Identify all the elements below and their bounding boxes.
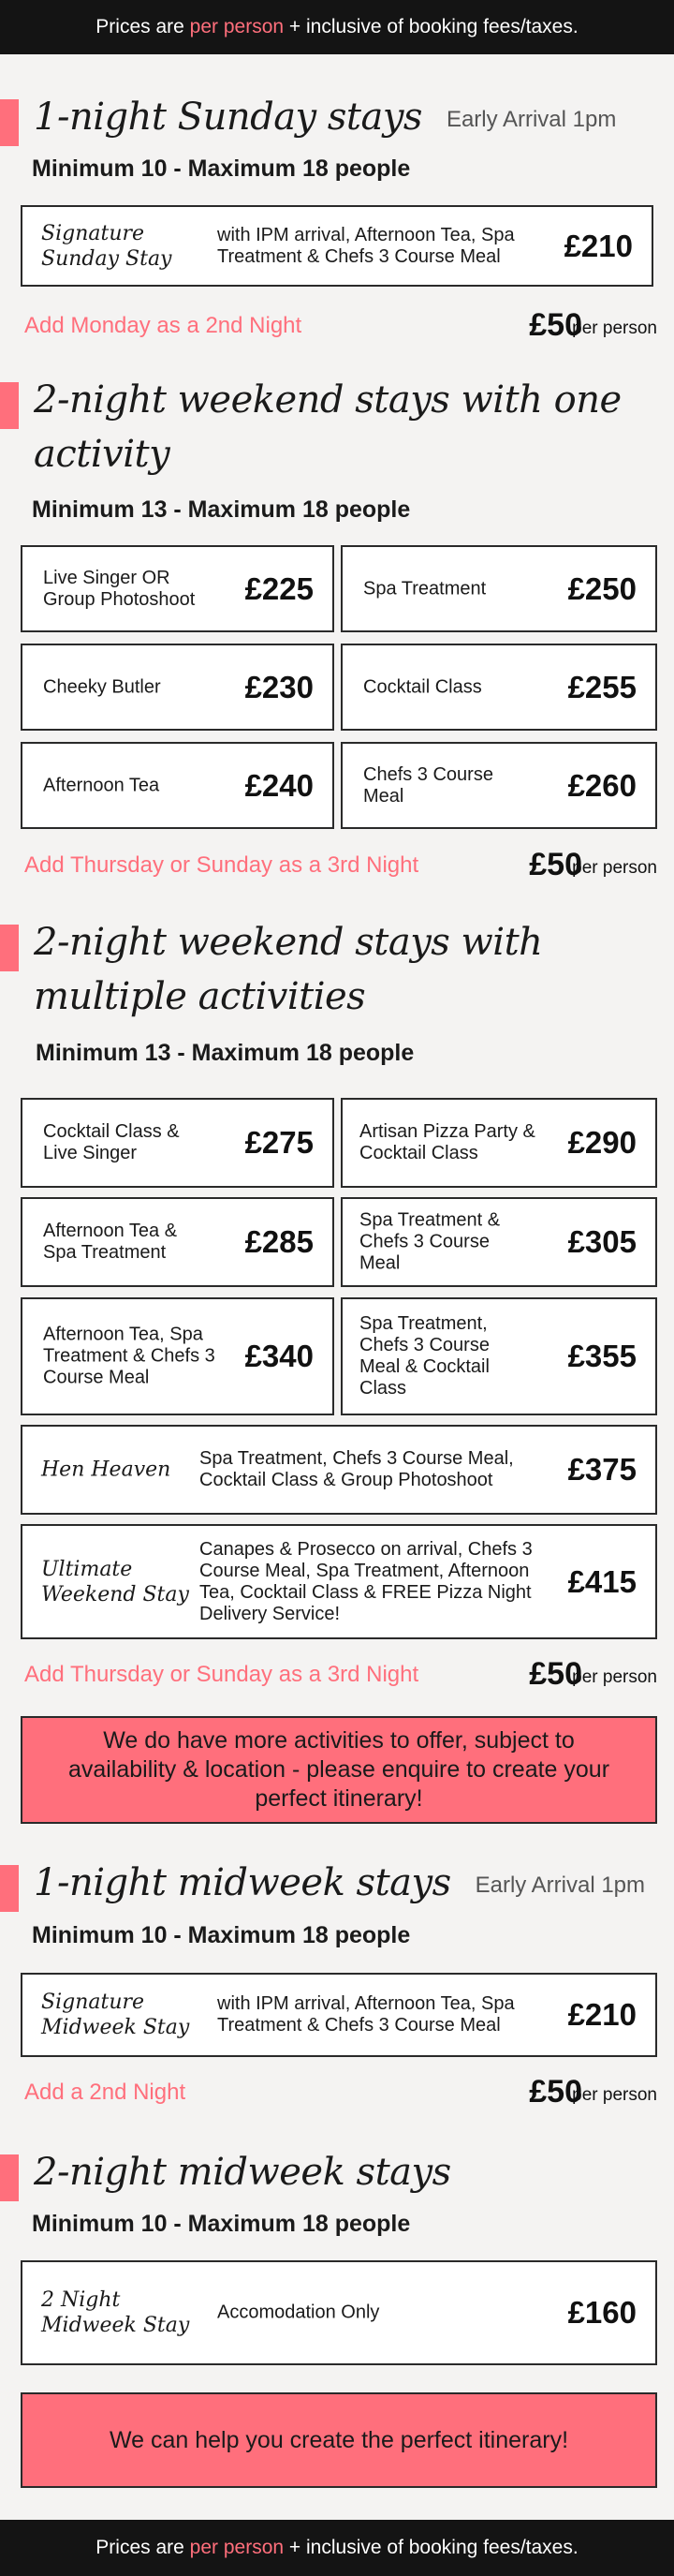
activity-price: £240 <box>244 767 314 803</box>
group-size: Minimum 10 - Maximum 18 people <box>32 1922 411 1948</box>
package-description: with IPM arrival, Afternoon Tea, Spa Treatment & Chefs 3 Course Meal <box>217 1993 515 2036</box>
section-title-text: 2-night weekend stays with one activity <box>34 378 622 476</box>
package-description: with IPM arrival, Afternoon Tea, Spa Treatment & Chefs 3 Course Meal <box>217 224 515 267</box>
section-subtitle: Early Arrival 1pm <box>475 1873 646 1898</box>
activity-card <box>341 545 657 632</box>
activity-name: Afternoon Tea <box>43 775 160 795</box>
activity-name: Artisan Pizza Party & Cocktail Class <box>359 1121 535 1163</box>
addon-per: per person <box>572 318 657 338</box>
activity-name: Afternoon Tea & Spa Treatment <box>43 1221 178 1263</box>
activity-price: £290 <box>567 1125 637 1160</box>
addon-per: per person <box>572 1667 657 1687</box>
addon-text: Add a 2nd Night <box>24 2080 186 2105</box>
activity-name: Cheeky Butler <box>43 676 161 697</box>
activity-card <box>21 644 334 731</box>
activity-price: £305 <box>567 1224 637 1259</box>
section-title-text: 2-night midweek stays <box>34 2151 451 2194</box>
notice-highlight: per person <box>189 16 285 37</box>
section-subtitle: Early Arrival 1pm <box>446 107 617 132</box>
activity-price: £260 <box>567 767 637 803</box>
package-card-signature-sunday <box>21 205 653 287</box>
activity-price: £340 <box>244 1339 314 1373</box>
section-title-weekend-one <box>0 373 637 481</box>
activity-card <box>341 644 657 731</box>
notice-highlight: per person <box>189 2537 285 2558</box>
package-price: £160 <box>567 2295 637 2330</box>
package-description: Spa Treatment, Chefs 3 Course Meal, Cocktail Class & Group Photoshoot <box>199 1448 514 1490</box>
addon-row <box>24 1656 657 1694</box>
package-card-hen-heaven <box>21 1425 657 1515</box>
activity-price: £355 <box>567 1339 637 1373</box>
activity-name: Afternoon Tea, Spa Treatment & Chefs 3 Course Meal <box>43 1324 215 1388</box>
enquire-banner: We do have more activities to offer, subject to availability & location - please enquire to create your perfect itinerary! <box>21 1716 657 1824</box>
activity-price: £255 <box>567 669 637 704</box>
activity-card <box>341 1197 657 1287</box>
activity-price: £275 <box>244 1125 314 1160</box>
section-title-text: 1-night midweek stays <box>34 1861 451 1904</box>
package-price: £210 <box>564 228 633 263</box>
bottom-notice-bar <box>0 2520 674 2576</box>
package-label: Signature Sunday Stay <box>41 221 172 271</box>
package-price: £210 <box>567 1997 637 2032</box>
activity-card <box>341 1098 657 1188</box>
addon-price: £50 <box>529 307 582 343</box>
activity-price: £225 <box>244 570 314 606</box>
activity-card <box>21 1297 334 1415</box>
addon-price: £50 <box>529 1656 582 1692</box>
activity-name: Chefs 3 Course Meal <box>363 763 493 807</box>
top-notice-bar <box>0 0 674 54</box>
section-title-midweek-two <box>0 2145 451 2199</box>
activity-card <box>21 545 334 632</box>
group-size: Minimum 13 - Maximum 18 people <box>32 496 411 523</box>
section-title-weekend-multi <box>0 915 599 1024</box>
notice-prefix: Prices are <box>95 16 184 37</box>
notice-prefix: Prices are <box>95 2537 184 2558</box>
activity-name: Cocktail Class <box>363 676 482 697</box>
package-label: Hen Heaven <box>41 1458 171 1482</box>
package-description: Accomodation Only <box>217 2302 380 2323</box>
section-title-text: 2-night weekend stays with multiple activities <box>34 921 543 1018</box>
activity-name: Spa Treatment <box>363 578 487 599</box>
activity-card <box>21 742 334 829</box>
package-label: 2 Night Midweek Stay <box>41 2288 190 2337</box>
activity-price: £230 <box>244 669 314 704</box>
section-title-sunday <box>0 90 616 147</box>
addon-text: Add Thursday or Sunday as a 3rd Night <box>24 1662 419 1687</box>
activity-card <box>341 742 657 829</box>
activity-name: Cocktail Class & Live Singer <box>43 1121 180 1163</box>
activity-card <box>21 1197 334 1287</box>
itinerary-banner: We can help you create the perfect itinerary! <box>21 2392 657 2488</box>
package-card-midweek-stay <box>21 2260 657 2365</box>
group-size: Minimum 10 - Maximum 18 people <box>32 155 411 182</box>
package-price: £375 <box>567 1452 637 1487</box>
activity-price: £250 <box>567 570 637 606</box>
package-description: Canapes & Prosecco on arrival, Chefs 3 Course Meal, Spa Treatment, Afternoon Tea, Cocktail Class & FREE Pizza Night Delivery Service! <box>199 1538 533 1624</box>
activity-card <box>21 1098 334 1188</box>
addon-row <box>24 307 657 345</box>
activity-name: Spa Treatment & Chefs 3 Course Meal <box>359 1209 501 1274</box>
activity-name: Spa Treatment, Chefs 3 Course Meal & Cocktail Class <box>359 1313 490 1399</box>
addon-price: £50 <box>529 2074 582 2110</box>
addon-row <box>24 2074 657 2111</box>
package-card-signature-midweek <box>21 1973 657 2057</box>
package-price: £415 <box>567 1563 637 1599</box>
activity-card <box>341 1297 657 1415</box>
package-card-ultimate-weekend <box>21 1524 657 1639</box>
notice-suffix: + inclusive of booking fees/taxes. <box>288 2537 579 2558</box>
addon-text: Add Thursday or Sunday as a 3rd Night <box>24 852 419 878</box>
activity-name: Live Singer OR Group Photoshoot <box>43 567 196 610</box>
addon-row <box>24 847 657 884</box>
section-title-text: 1-night Sunday stays <box>34 96 422 139</box>
addon-per: per person <box>572 858 657 878</box>
notice-suffix: + inclusive of booking fees/taxes. <box>288 16 579 37</box>
group-size: Minimum 10 - Maximum 18 people <box>32 2211 411 2237</box>
addon-per: per person <box>572 2085 657 2105</box>
section-title-midweek-one <box>0 1856 645 1913</box>
package-label: Ultimate Weekend Stay <box>41 1557 189 1606</box>
package-label: Signature Midweek Stay <box>41 1991 190 2039</box>
addon-text: Add Monday as a 2nd Night <box>24 313 302 338</box>
group-size: Minimum 13 - Maximum 18 people <box>36 1040 415 1066</box>
addon-price: £50 <box>529 847 582 882</box>
activity-price: £285 <box>244 1224 314 1259</box>
